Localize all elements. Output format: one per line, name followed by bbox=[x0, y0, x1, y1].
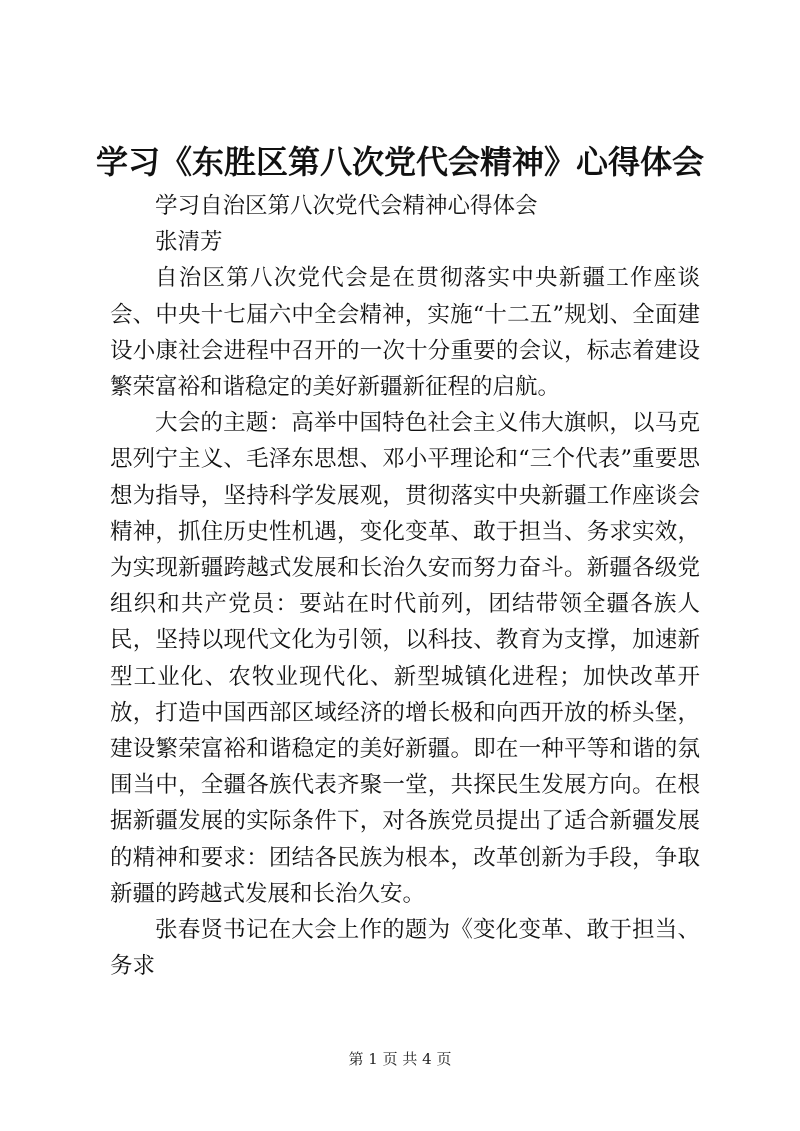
document-body bbox=[110, 188, 700, 984]
page-footer: 第 1 页 共 4 页 bbox=[348, 1050, 452, 1068]
document-title: 学习《东胜区第八次党代会精神》心得体会 bbox=[95, 143, 704, 181]
document-author: 张清芳 bbox=[155, 229, 223, 256]
document-subtitle: 学习自治区第八次党代会精神心得体会 bbox=[155, 193, 538, 219]
paragraph-2: 大会的主题：高举中国特色社会主义伟大旗帜，以马克思列宁主义、毛泽东思想、邓小平理论和“三个代表”重要思想为指导，坚持科学发展观，贯彻落实中央新疆工作座谈会精神，抓住历史性机遇，变化变革、敢于担当、务求实效，为实现新疆跨越式发展和长治久安而努力奋斗。新疆各级党组织和共产党员：要站在时代前列，团结带领全疆各族人民，坚持以现代文化为引领，以科技、教育为支撑，加速新型工业化、农牧业现代化、新型城镇化进程；加快改革开放，打造中国西部区域经济的增长极和向西开放的桥头堡，建设繁荣富裕和谐稳定的美好新疆。即在一种平等和谐的氛围当中，全疆各族代表齐聚一堂，共探民生发展方向。在根据新疆发展的实际条件下，对各族党员提出了适合新疆发展的精神和要求：团结各民族为根本，改革创新为手段，争取新疆的跨越式发展和长治久安。 bbox=[110, 410, 700, 907]
paragraph-3: 张春贤书记在大会上作的题为《变化变革、敢于担当、务求 bbox=[110, 917, 700, 980]
paragraph-1: 自治区第八次党代会是在贯彻落实中央新疆工作座谈会、中央十七届六中全会精神，实施“十二五”规划、全面建设小康社会进程中召开的一次十分重要的会议，标志着建设繁荣富裕和谐稳定的美好新疆新征程的启航。 bbox=[110, 265, 700, 401]
